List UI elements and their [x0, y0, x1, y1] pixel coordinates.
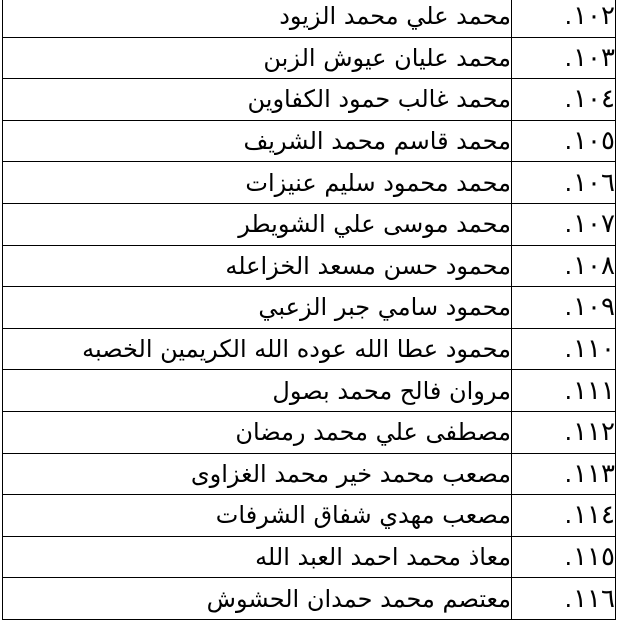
row-number-cell [512, 120, 616, 162]
row-number-cell [512, 37, 616, 79]
table-row [3, 162, 616, 204]
number-dot: . [564, 2, 573, 31]
row-number-cell [512, 79, 616, 121]
row-number: ١٠٦ [573, 167, 615, 198]
row-number-cell [512, 370, 616, 412]
row-number-cell [512, 411, 616, 453]
name-cell: مصعب مهدي شفاق الشرفات [3, 495, 512, 537]
row-number: ١١٤ [573, 500, 615, 531]
row-number: ١١١ [573, 375, 615, 406]
table-row [3, 495, 616, 537]
name-cell: محمد قاسم محمد الشريف [3, 120, 512, 162]
names-table-body [3, 0, 616, 619]
table-row [3, 203, 616, 245]
row-number: ١٠٤ [573, 84, 615, 115]
row-number-cell [512, 536, 616, 578]
table-row [3, 120, 616, 162]
row-number-cell [512, 578, 616, 620]
row-number: ١١٦ [573, 583, 615, 614]
number-dot: . [564, 335, 573, 364]
name-cell: محمد محمود سليم عنيزات [3, 162, 512, 204]
table-row [3, 79, 616, 121]
row-number: ١٠٣ [573, 42, 615, 73]
name-cell: محمد غالب حمود الكفاوين [3, 79, 512, 121]
name-cell: محمد موسى علي الشويطر [3, 203, 512, 245]
table-row [3, 453, 616, 495]
table-row [3, 245, 616, 287]
table-row [3, 328, 616, 370]
row-number: ١١٣ [573, 458, 615, 489]
row-number-cell [512, 495, 616, 537]
names-table [2, 0, 616, 620]
name-cell: معاذ محمد احمد العبد الله [3, 536, 512, 578]
row-number-cell [512, 287, 616, 329]
number-dot: . [564, 459, 573, 488]
number-dot: . [564, 376, 573, 405]
number-dot: . [564, 127, 573, 156]
row-number-cell [512, 203, 616, 245]
row-number: ١٠٢ [573, 1, 615, 32]
row-number-cell [512, 328, 616, 370]
name-cell: محمود حسن مسعد الخزاعله [3, 245, 512, 287]
row-number: ١٠٨ [573, 250, 615, 281]
row-number: ١٠٥ [573, 126, 615, 157]
number-dot: . [564, 584, 573, 613]
table-row [3, 0, 616, 37]
name-cell: محمود عطا الله عوده الله الكريمين الخصبه [3, 328, 512, 370]
table-row [3, 370, 616, 412]
name-cell: محمد علي محمد الزيود [3, 0, 512, 37]
name-cell: محمود سامي جبر الزعبي [3, 287, 512, 329]
row-number: ١٠٩ [573, 292, 615, 323]
number-dot: . [564, 210, 573, 239]
row-number: ١١٢ [573, 417, 615, 448]
row-number-cell [512, 453, 616, 495]
row-number: ١١٥ [573, 542, 615, 573]
number-dot: . [564, 43, 573, 72]
number-dot: . [564, 501, 573, 530]
name-cell: معتصم محمد حمدان الحشوش [3, 578, 512, 620]
table-row [3, 287, 616, 329]
row-number: ١٠٧ [573, 209, 615, 240]
number-dot: . [564, 543, 573, 572]
number-dot: . [564, 293, 573, 322]
row-number: ١١٠ [573, 334, 615, 365]
number-dot: . [564, 168, 573, 197]
table-row [3, 536, 616, 578]
number-dot: . [564, 418, 573, 447]
name-cell: مروان فالح محمد بصول [3, 370, 512, 412]
table-row [3, 411, 616, 453]
row-number-cell [512, 162, 616, 204]
name-cell: محمد عليان عيوش الزبن [3, 37, 512, 79]
name-cell: مصعب محمد خير محمد الغزاوى [3, 453, 512, 495]
table-row [3, 578, 616, 620]
row-number-cell [512, 0, 616, 37]
table-row [3, 37, 616, 79]
number-dot: . [564, 85, 573, 114]
number-dot: . [564, 251, 573, 280]
name-cell: مصطفى علي محمد رمضان [3, 411, 512, 453]
row-number-cell [512, 245, 616, 287]
